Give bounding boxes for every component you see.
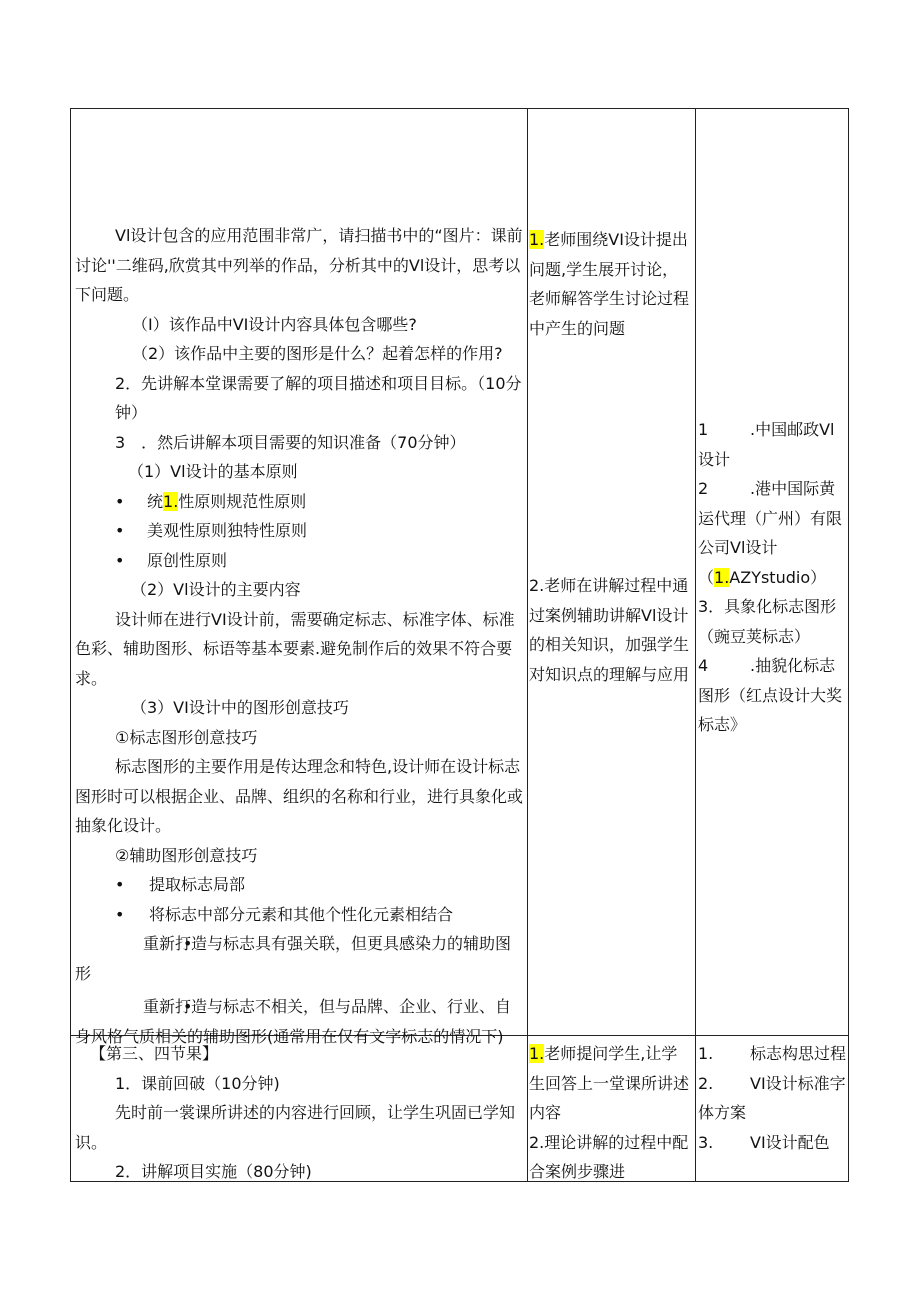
example-2-tail: AZYstudio） [729, 567, 827, 587]
row2-example-2-number: 2. [698, 1073, 714, 1093]
row2-example-3-text: VI设计配色 [750, 1132, 830, 1152]
row2-example-2 [698, 1069, 848, 1128]
design-paragraph: 设计师在进行VI设计前，需要确定标志、标准字体、标准色彩、辅助图形、标语等基本要素.避免制作后的效果不符合要求。 [75, 609, 515, 688]
column-divider-2 [695, 109, 696, 1181]
row2-example-3 [698, 1128, 848, 1158]
bullet-principle-3: • 原创性原则 [75, 546, 525, 576]
row1-teacher-activity [529, 225, 693, 343]
bullet-principle-1 [75, 487, 525, 517]
question-1: （I）该作品中VI设计内容具体包含哪些? [132, 314, 417, 334]
subheading-content: （2）Vl设计的主要内容 [131, 580, 301, 599]
lesson-table [70, 108, 849, 1182]
row2-case-examples [698, 1039, 848, 1182]
aux-technique-heading: ②辅助图形创意技巧 [115, 845, 258, 865]
row2-activity-1-text: 老师提问学生,让学生回答上一堂课所讲述内容 [529, 1044, 690, 1122]
row1-case-examples [698, 415, 848, 740]
row2-example-1-text: 标志构思过程 [750, 1044, 847, 1063]
row2-example-1 [698, 1039, 848, 1069]
example-1 [698, 415, 848, 474]
row2-example-3-number: 3. [698, 1132, 714, 1152]
row2-paragraph: 先时前一裳课所讲述的内容进行回顾，让学生巩固已学知识。 [75, 1103, 516, 1152]
row1-teacher-activity-2 [529, 571, 693, 689]
highlight-marker: 1. [163, 491, 179, 511]
bullet-principle-2: • 美观性原则独特性原则 [75, 516, 525, 546]
bullet-aux-2: • 将标志中部分元素和其他个性化元素相结合 [75, 900, 525, 930]
logo-technique-heading: ①标志图形创意技巧 [115, 727, 258, 747]
row2-teacher-activity [529, 1039, 693, 1182]
row2-activity-1-number: 1. [529, 1044, 545, 1063]
logo-paragraph: 标志图形的主要作用是传达理念和特色,设计师在设计标志图形时可以根据企业、品牌、组织的名称和行业，进行具象化或抽象化设计。 [75, 757, 524, 835]
example-4-number: 4 [698, 656, 709, 675]
row1-teaching-content [75, 221, 525, 1051]
example-3: 3．具象化标志图形（豌豆荚标志） [698, 597, 837, 646]
row2-example-2-text: VI设计标准字体方案 [698, 1073, 846, 1122]
row2-heading: 【第三、四节果】 [90, 1044, 219, 1063]
example-4-text: .抽貌化标志图形（红点设计大奖标志》 [698, 656, 843, 734]
activity-1-text: 老师围绕VI设计提出问题,学生展开讨论，老师解答学生讨论过程中产生的问题 [529, 230, 690, 338]
row2-activity-2: 2.理论讲解的过程中配合案例步骤进 [529, 1132, 689, 1181]
step-3: 3 ．然后讲解本项目需要的知识准备（70分钟） [115, 432, 466, 452]
example-1-text: .中国邮政Vl设计 [698, 420, 835, 469]
row2-step-1: 1．课前回破（10分钟) [115, 1073, 280, 1093]
column-divider-1 [527, 109, 528, 1181]
row2-step-2: 2．讲解项目实施（80分钟) [115, 1162, 312, 1181]
step-2 [75, 369, 525, 428]
example-4 [698, 651, 848, 740]
bullet-aux-1: • 提取标志局部 [75, 870, 525, 900]
intro-paragraph: Vl设计包含的应用范围非常广，请扫描书中的“图片：课前讨论''二维码,欣赏其中列举的作品，分析其中的Vl设计，思考以下问题。 [75, 226, 523, 304]
bullet-principle-1-pre: 统 [147, 491, 164, 511]
bullet-aux-3: • 重新打造与标志具有强关联，但更具感染力的辅助图形 [75, 929, 525, 988]
example-2-text: .港中国际黄运代理（广州）有限公司Vl设计（ [698, 479, 843, 587]
step-2-text: 2．先讲解本堂课需要了解的项目描述和项目目标。（10分钟） [115, 373, 522, 422]
row2-teaching-content [75, 1039, 525, 1187]
row2-activity-1 [529, 1039, 693, 1128]
activity-1 [529, 225, 693, 343]
bullet-aux-4: • 重新打造与标志不相关，但与品牌、企业、行业、自身风格气质相关的辅助图形(通常用在仅有文字标志的情况下) [75, 992, 525, 1051]
subheading-principles: （1）Vl设计的基本原则 [128, 462, 298, 481]
example-2 [698, 474, 848, 592]
example-2-highlight: 1. [714, 567, 730, 587]
activity-2: 2.老师在讲解过程中通过案例辅助讲解Vl设计的相关知识，加强学生对知识点的理解与应用 [529, 576, 690, 684]
example-2-number: 2 [698, 479, 709, 498]
subheading-techniques: （3）VI设计中的图形创意技巧 [131, 698, 349, 717]
question-2: （2）该作品中主要的图形是什么？起着怎样的作用? [132, 344, 503, 363]
bullet-principle-1-post: 性原则规范性原则 [178, 491, 307, 511]
activity-1-number: 1. [529, 230, 545, 249]
row2-example-1-number: 1. [698, 1044, 714, 1063]
example-1-number: 1 [698, 420, 709, 439]
